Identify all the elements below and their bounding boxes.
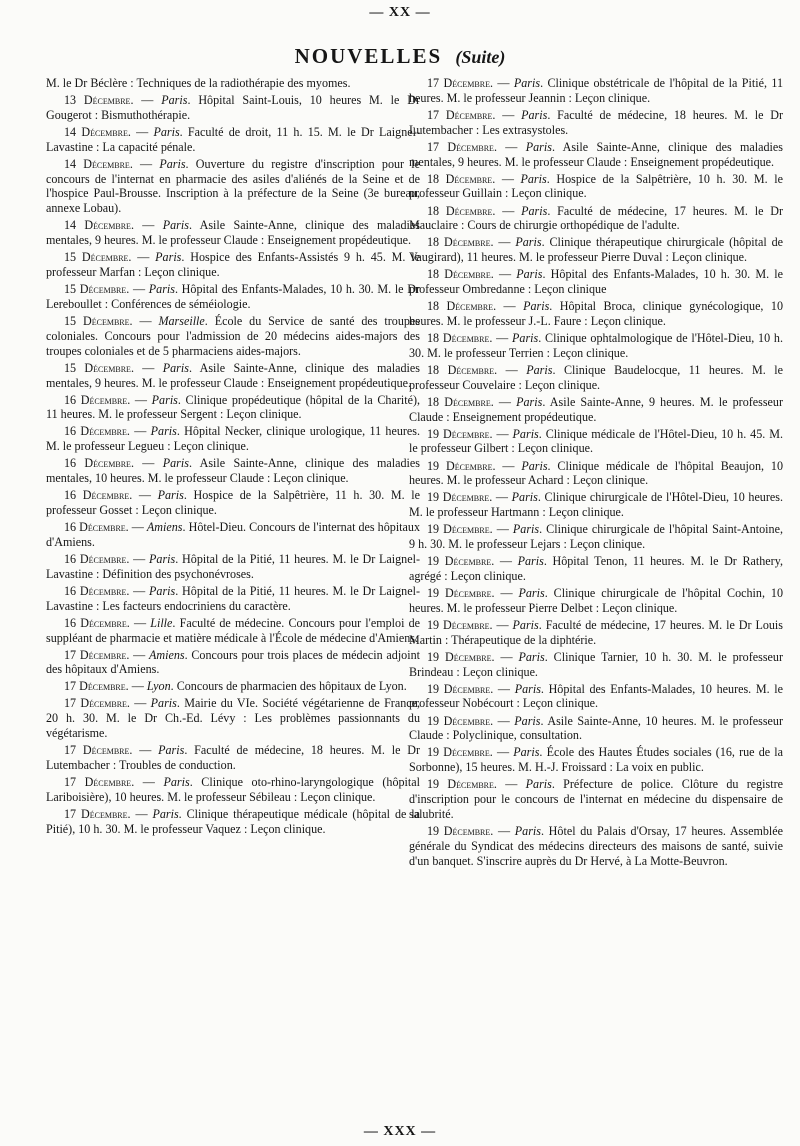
entry-text: . Clinique chirurgicale de l'Hôtel-Dieu, 10 heures. M. le professeur Hartmann : Leçon clinique. — [409, 490, 783, 520]
entry-place: Paris — [514, 681, 541, 696]
entry-date: 16 Décembre — [64, 583, 127, 598]
entry-date: 17 Décembre — [64, 647, 127, 662]
entry-date: 19 Décembre — [427, 777, 494, 792]
news-entry: 15 Décembre. — Paris. Asile Sainte-Anne, clinique des maladies mentales, 9 heures. M. le professeur Claude : Enseignement propédeutique. — [46, 360, 420, 390]
entry-date: 19 Décembre — [427, 490, 490, 505]
entry-text: . Clinique ophtalmologique de l'Hôtel-Dieu, 10 h. 30. M. le professeur Terrien : Leçon clinique. — [409, 331, 783, 360]
entry-date: 19 Décembre — [427, 649, 492, 664]
entry-date: 18 Décembre — [427, 235, 491, 250]
news-entry: 13 Décembre. — Paris. Hôpital Saint-Louis, 10 heures M. le Dr Gougerot : Bismuthothérapie. — [46, 93, 420, 122]
entry-place: Paris — [159, 156, 186, 171]
entry-text: . Faculté de médecine, 18 heures. M. le Dr Lutembacher : Troubles de conduction. — [46, 743, 420, 773]
news-entry: 18 Décembre. — Paris. Clinique Baudelocque, 11 heures. M. le professeur Couvelaire : Leçon clinique. — [409, 362, 783, 392]
entry-text: . Hôpital des Enfants-Malades, 10 heures. M. le professeur Nobécourt : Leçon clinique. — [409, 681, 784, 711]
left-column — [46, 76, 420, 839]
entry-date: 16 Décembre — [64, 488, 130, 503]
news-entry: 18 Décembre. — Paris. Hôpital des Enfants-Malades, 10 h. 30. M. le professeur Ombredanne : Leçon clinique — [409, 267, 783, 297]
news-entry: 17 Décembre. — Amiens. Concours pour trois places de médecin adjoint des hôpitaux d'Amiens. — [46, 647, 420, 677]
entry-text: . Hôtel-Dieu. Concours de l'internat des hôpitaux d'Amiens. — [46, 520, 420, 549]
entry-text: . École des Hautes Études sociales (16, rue de la Sorbonne), 15 heures. M. H.-J. Froissard : La voix en public. — [409, 745, 783, 775]
entry-date: 18 Décembre — [427, 171, 493, 186]
entry-date: 17 Décembre — [64, 806, 128, 821]
entry-date: 19 Décembre — [427, 458, 493, 473]
news-entry: 19 Décembre. — Paris. Clinique médicale de l'hôpital Beaujon, 10 heures. M. le professeur Achard : Leçon clinique. — [409, 458, 783, 488]
news-entry: 16 Décembre. — Paris. Hôpital de la Pitié, 11 heures. M. le Dr Laignel-Lavastine : Définition des psychonévroses. — [46, 551, 420, 581]
entry-text: . Clinique thérapeutique médicale (hôpital de la Pitié), 10 h. 30. M. le professeur Vaquez : Leçon clinique. — [46, 806, 420, 836]
entry-date: 19 Décembre — [427, 586, 492, 600]
entry-date: 18 Décembre — [427, 299, 494, 314]
entry-date: 17 Décembre — [64, 775, 132, 790]
news-entry: 17 Décembre. — Paris. Clinique obstétricale de l'hôpital de la Pitié, 11 heures. M. le professeur Jeannin : Leçon clinique. — [409, 76, 783, 105]
entry-place: Paris — [515, 235, 542, 250]
entry-text: . Asile Sainte-Anne, clinique des maladies mentales, 9 heures. M. le professeur Claude : Enseignement propédeutique. — [409, 139, 783, 169]
entry-place: Marseille — [158, 313, 205, 328]
news-entry: 15 Décembre. — Paris. Hôpital des Enfants-Malades, 10 h. 30. M. le Dr Lereboullet : Conférences de séméiologie. — [46, 282, 420, 311]
news-entry: 19 Décembre. — Paris. Hôtel du Palais d'Orsay, 17 heures. Assemblée générale du Syndicat des médecins directeurs des maisons de santé, suivie d'un banquet. S'inscrire auprès du Dr Hervé, à La Motte-Beuvron. — [409, 823, 783, 868]
entry-text: . Asile Sainte-Anne, 9 heures. M. le professeur Claude : Enseignement propédeutique. — [409, 394, 783, 424]
entry-place: Paris — [526, 362, 553, 377]
news-entry: 14 Décembre. — Paris. Ouverture du registre d'inscription pour le concours de l'internat en pharmacie des asiles d'aliénés de la Seine et de l'hospice Paul-Brousse. Inscription à la préfecture de la Seine (3e bureau, annexe Lobau). — [46, 156, 420, 216]
entry-place: Paris — [512, 426, 539, 441]
entry-place: Paris — [149, 551, 176, 566]
news-entry — [46, 76, 420, 91]
entry-text: . Faculté de droit, 11 h. 15. M. le Dr Laignel-Lavastine : La capacité pénale. — [46, 124, 420, 154]
section-title: NOUVELLES — [294, 44, 443, 68]
entry-text: . Hôpital Tenon, 11 heures. M. le Dr Rathery, agrégé : Leçon clinique. — [409, 554, 783, 583]
entry-date: 16 Décembre — [64, 392, 128, 407]
news-entry: 19 Décembre. — Paris. Clinique médicale de l'Hôtel-Dieu, 10 h. 45. M. le professeur Gilbert : Leçon clinique. — [409, 426, 783, 456]
entry-date: 19 Décembre — [427, 617, 490, 632]
entry-text: . Préfecture de police. Clôture du registre d'inscription pour le concours de l'internat en médecine du dispensaire de salubrité. — [409, 777, 783, 821]
entry-place: Paris — [162, 218, 189, 233]
entry-text: . Clinique Baudelocque, 11 heures. M. le professeur Couvelaire : Leçon clinique. — [409, 362, 783, 392]
entry-place: Paris — [511, 490, 538, 505]
entry-text: . Faculté de médecine, 17 heures. M. le Dr Louis Martin : Thérapeutique de la diphtérie. — [409, 617, 783, 647]
entry-text: . Clinique Tarnier, 10 h. 30. M. le professeur Brindeau : Leçon clinique. — [409, 649, 783, 679]
entry-place: Paris — [525, 777, 552, 792]
entry-text: . Hôpital Broca, clinique gynécologique, 10 heures. M. le professeur J.-L. Faure : Leçon clinique. — [409, 299, 783, 328]
entry-text: . Mairie du VIe. Société végétarienne de France, 20 h. 30. M. le Dr Ch.-Ed. Lévy : Les problèmes passionnants du végétarisme. — [46, 696, 420, 741]
entry-place: Paris — [525, 139, 552, 154]
entry-place: Paris — [512, 522, 540, 537]
entry-text: . Hôtel du Palais d'Orsay, 17 heures. Assemblée générale du Syndicat des médecins directeurs des maisons de santé, suivie d'un banquet. S'inscrire auprès du Dr Hervé, à La Motte-Beuvron. — [409, 823, 783, 868]
entry-text: . Clinique médicale de l'Hôtel-Dieu, 10 h. 45. M. le professeur Gilbert : Leçon clinique. — [409, 426, 783, 456]
entry-place: Amiens — [148, 647, 185, 662]
entry-place: Paris — [514, 713, 541, 728]
news-entry: 15 Décembre. — Marseille. École du Service de santé des troupes coloniales. Concours pour l'admission de 20 médecins aides-majors des troupes coloniales et de 5 pharmaciens aides-majors. — [46, 313, 420, 358]
entry-text: . Hospice des Enfants-Assistés 9 h. 45. M. le professeur Marfan : Leçon clinique. — [46, 250, 420, 280]
entry-date: 16 Décembre — [64, 520, 126, 535]
entry-text: . Asile Sainte-Anne, clinique des maladies mentales, 9 heures. M. le professeur Claude : Enseignement propédeutique. — [46, 360, 420, 390]
section-subtitle: (Suite) — [455, 47, 506, 67]
entry-text: . Asile Sainte-Anne, clinique des maladies mentales, 10 heures. M. le professeur Claude : Leçon clinique. — [46, 456, 420, 486]
entry-text: . Hôpital de la Pitié, 11 heures. M. le Dr Laignel-Lavastine : Les facteurs endocriniens du caractère. — [46, 583, 420, 613]
entry-date: 16 Décembre — [64, 424, 127, 439]
entry-date: 16 Décembre — [64, 615, 127, 630]
news-entry: 19 Décembre. — Paris. Clinique chirurgicale de l'hôpital Cochin, 10 heures. M. le professeur Pierre Delbet : Leçon clinique. — [409, 586, 783, 615]
entry-date: 19 Décembre — [427, 713, 491, 728]
entry-place: Lille — [150, 615, 173, 630]
news-entry: 14 Décembre. — Paris. Faculté de droit, 11 h. 15. M. le Dr Laignel-Lavastine : La capacité pénale. — [46, 124, 420, 154]
entry-text: . Clinique oto-rhino-laryngologique (hôpital Lariboisière), 10 heures. M. le professeur Sébileau : Leçon clinique. — [46, 775, 420, 804]
entry-place: Paris — [158, 743, 185, 758]
entry-text: . Clinique médicale de l'hôpital Beaujon, 10 heures. M. le professeur Achard : Leçon clinique. — [409, 458, 783, 488]
entry-place: Paris — [161, 93, 188, 108]
right-column — [409, 76, 783, 871]
entry-date: 16 Décembre — [64, 551, 127, 566]
news-entry: 16 Décembre. — Paris. Hôpital Necker, clinique urologique, 11 heures. M. le professeur Legueu : Leçon clinique. — [46, 424, 421, 454]
news-entry: 19 Décembre. — Paris. École des Hautes Études sociales (16, rue de la Sorbonne), 15 heures. M. H.-J. Froissard : La voix en public. — [409, 745, 783, 775]
entry-text: . Hôpital des Enfants-Malades, 10 h. 30. M. le Dr Lereboullet : Conférences de séméiologie. — [46, 282, 420, 311]
news-entry: 14 Décembre. — Paris. Asile Sainte-Anne, clinique des maladies mentales, 9 heures. M. le professeur Claude : Enseignement propédeutique. — [46, 218, 420, 248]
entry-place: Paris — [162, 360, 189, 375]
entry-text: . Faculté de médecine, 18 heures. M. le Dr Lutembacher : Les extrasystoles. — [409, 107, 783, 137]
entry-place: Paris — [163, 775, 190, 790]
entry-date: 13 Décembre — [64, 93, 131, 108]
entry-place: Paris — [150, 424, 177, 439]
entry-place: Paris — [153, 124, 180, 139]
entry-date: 17 Décembre — [64, 743, 130, 758]
news-entry: 19 Décembre. — Paris. Clinique chirurgicale de l'Hôtel-Dieu, 10 heures. M. le professeur Hartmann : Leçon clinique. — [409, 490, 783, 520]
entry-place: Paris — [517, 554, 544, 569]
entry-place: Amiens — [146, 520, 183, 535]
entry-date: 16 Décembre — [64, 456, 131, 471]
entry-text: . Asile Sainte-Anne, 10 heures. M. le professeur Claude : Polyclinique, consultation. — [409, 713, 784, 743]
entry-date: 17 Décembre — [427, 107, 493, 122]
entry-place: Paris — [155, 250, 182, 265]
entry-text: . Clinique thérapeutique chirurgicale (hôpital de Vaugirard), 11 heures. M. le professeur Pierre Duval : Leçon clinique. — [409, 235, 783, 265]
entry-date: 15 Décembre — [64, 250, 129, 265]
entry-place: Paris — [150, 696, 177, 711]
entry-date: 17 Décembre — [427, 139, 494, 154]
entry-place: Paris — [520, 171, 547, 186]
entry-text: . Clinique chirurgicale de l'hôpital Saint-Antoine, 9 h. 30. M. le professeur Lejars : Leçon clinique. — [409, 522, 783, 552]
entry-text: . Faculté de médecine, 17 heures. M. le Dr Mauclaire : Cours de chirurgie orthopédique de l'adulte. — [409, 203, 783, 233]
news-entry: 18 Décembre. — Paris. Clinique ophtalmologique de l'Hôtel-Dieu, 10 h. 30. M. le professeur Terrien : Leçon clinique. — [409, 331, 783, 360]
news-entry: 16 Décembre. — Paris. Clinique propédeutique (hôpital de la Charité), 11 heures. M. le professeur Sergent : Leçon clinique. — [46, 392, 421, 422]
page-number-bottom: — XXX — — [363, 1124, 437, 1139]
news-entry: 16 Décembre. — Paris. Asile Sainte-Anne, clinique des maladies mentales, 10 heures. M. le professeur Claude : Leçon clinique. — [46, 456, 420, 486]
entry-place: Paris — [149, 583, 176, 598]
news-entry: 19 Décembre. — Paris. Hôpital Tenon, 11 heures. M. le Dr Rathery, agrégé : Leçon clinique. — [409, 554, 783, 583]
news-entry: 16 Décembre. — Paris. Hôpital de la Pitié, 11 heures. M. le Dr Laignel-Lavastine : Les facteurs endocriniens du caractère. — [46, 583, 420, 613]
entry-date: 17 Décembre — [427, 76, 490, 90]
entry-place: Paris — [148, 282, 175, 297]
entry-text: . Clinique obstétricale de l'hôpital de la Pitié, 11 heures. M. le professeur Jeannin : Leçon clinique. — [409, 76, 783, 105]
entry-date: 18 Décembre — [427, 267, 491, 282]
news-entry: 17 Décembre. — Paris. Clinique oto-rhino-laryngologique (hôpital Lariboisière), 10 heures. M. le professeur Sébileau : Leçon clinique. — [46, 775, 420, 804]
entry-date: 18 Décembre — [427, 362, 495, 377]
entry-date: 15 Décembre — [64, 313, 130, 328]
entry-place: Paris — [518, 649, 545, 664]
entry-place: Paris — [521, 458, 548, 473]
entry-date: 19 Décembre — [427, 745, 490, 760]
entry-date: 15 Décembre — [64, 282, 127, 297]
entry-place: Paris — [513, 745, 540, 760]
entry-place: Paris — [516, 267, 543, 282]
entry-date: 14 Décembre — [64, 124, 128, 139]
news-entry: 18 Décembre. — Paris. Hospice de la Salpêtrière, 10 h. 30. M. le professeur Guillain : Leçon clinique. — [409, 171, 783, 201]
entry-text: . Asile Sainte-Anne, clinique des maladies mentales, 9 heures. M. le professeur Claude : Enseignement propédeutique. — [46, 218, 420, 248]
entry-date: 19 Décembre — [427, 681, 491, 696]
entry-date: 15 Décembre — [64, 360, 131, 375]
section-header — [0, 44, 800, 69]
news-entry: 17 Décembre. — Paris. Clinique thérapeutique médicale (hôpital de la Pitié), 10 h. 30. M. le professeur Vaquez : Leçon clinique. — [46, 806, 420, 836]
entry-text: . Clinique chirurgicale de l'hôpital Cochin, 10 heures. M. le professeur Pierre Delbet : Leçon clinique. — [409, 586, 783, 615]
entry-place: Lyon — [146, 679, 171, 694]
entry-date: 17 Décembre — [64, 696, 127, 711]
news-entry: 17 Décembre. — Paris. Faculté de médecine, 18 heures. M. le Dr Lutembacher : Les extrasystoles. — [409, 107, 783, 137]
news-entry: 18 Décembre. — Paris. Faculté de médecine, 17 heures. M. le Dr Mauclaire : Cours de chirurgie orthopédique de l'adulte. — [409, 203, 783, 233]
entry-date: 14 Décembre — [64, 218, 131, 233]
entry-date: 19 Décembre — [427, 426, 490, 441]
news-entry: 18 Décembre. — Paris. Clinique thérapeutique chirurgicale (hôpital de Vaugirard), 11 heures. M. le professeur Pierre Duval : Leçon clinique. — [409, 235, 783, 265]
entry-place: Paris — [512, 331, 539, 345]
news-entry: 15 Décembre. — Paris. Hospice des Enfants-Assistés 9 h. 45. M. le professeur Marfan : Leçon clinique. — [46, 250, 420, 280]
news-entry: 19 Décembre. — Paris. Clinique chirurgicale de l'hôpital Saint-Antoine, 9 h. 30. M. le professeur Lejars : Leçon clinique. — [409, 522, 783, 552]
entry-text: . École du Service de santé des troupes coloniales. Concours pour l'admission de 20 médecins aides-majors des troupes coloniales et de 5 pharmaciens aides-majors. — [46, 313, 420, 358]
news-entry: 17 Décembre. — Paris. Faculté de médecine, 18 heures. M. le Dr Lutembacher : Troubles de conduction. — [46, 743, 420, 773]
entry-place: Paris — [523, 299, 550, 314]
entry-date: 19 Décembre — [427, 823, 491, 838]
news-entry: 17 Décembre. — Paris. Asile Sainte-Anne, clinique des maladies mentales, 9 heures. M. le professeur Claude : Enseignement propédeutique. — [409, 139, 783, 169]
entry-place: Paris — [157, 488, 184, 503]
entry-text: . Clinique propédeutique (hôpital de la Charité), 11 heures. M. le professeur Sergent : Leçon clinique. — [46, 392, 421, 422]
entry-place: Paris — [162, 456, 189, 471]
entry-date: 14 Décembre — [64, 156, 130, 171]
entry-text: . Hôpital de la Pitié, 11 heures. M. le Dr Laignel-Lavastine : Définition des psychonévroses. — [46, 551, 420, 581]
entry-place: Paris — [152, 806, 179, 821]
news-entry: 19 Décembre. — Paris. Clinique Tarnier, 10 h. 30. M. le professeur Brindeau : Leçon clinique. — [409, 649, 783, 679]
news-entry: 19 Décembre. — Paris. Faculté de médecine, 17 heures. M. le Dr Louis Martin : Thérapeutique de la diphtérie. — [409, 617, 783, 647]
news-entry: 19 Décembre. — Paris. Asile Sainte-Anne, 10 heures. M. le professeur Claude : Polyclinique, consultation. — [409, 713, 784, 743]
news-entry: 18 Décembre. — Paris. Asile Sainte-Anne, 9 heures. M. le professeur Claude : Enseignement propédeutique. — [409, 394, 783, 424]
news-entry: 19 Décembre. — Paris. Hôpital des Enfants-Malades, 10 heures. M. le professeur Nobécourt : Leçon clinique. — [409, 681, 784, 711]
entry-text: . Hôpital des Enfants-Malades, 10 h. 30. M. le professeur Ombredanne : Leçon clinique — [409, 267, 783, 297]
news-entry: 18 Décembre. — Paris. Hôpital Broca, clinique gynécologique, 10 heures. M. le professeur J.-L. Faure : Leçon clinique. — [409, 299, 783, 328]
entry-place: Paris — [514, 823, 541, 838]
entry-date: 19 Décembre — [427, 554, 492, 569]
entry-place: Paris — [513, 76, 541, 90]
entry-place: Paris — [518, 586, 545, 600]
news-entry: 16 Décembre. — Amiens. Hôtel-Dieu. Concours de l'internat des hôpitaux d'Amiens. — [46, 520, 420, 549]
entry-text: . Ouverture du registre d'inscription pour le concours de l'internat en pharmacie des asiles d'aliénés de la Seine et de l'hospice Paul-Brousse. Inscription à la préfecture de la Seine (3e bureau, annexe Lobau). — [46, 156, 420, 216]
entry-date: 17 Décembre — [64, 679, 126, 694]
entry-date: 18 Décembre — [427, 203, 493, 218]
page-number-top: — XX — — [369, 5, 431, 20]
entry-text: . Hôpital Saint-Louis, 10 heures M. le Dr Gougerot : Bismuthothérapie. — [46, 93, 420, 122]
entry-text: . Hospice de la Salpêtrière, 10 h. 30. M. le professeur Guillain : Leçon clinique. — [409, 171, 783, 201]
entry-text: . Concours pour trois places de médecin adjoint des hôpitaux d'Amiens. — [46, 647, 420, 677]
entry-date: 18 Décembre — [427, 331, 490, 345]
entry-place: Paris — [521, 203, 548, 218]
entry-text: . Concours de pharmacien des hôpitaux de Lyon. — [170, 679, 407, 694]
entry-place: Paris — [521, 107, 548, 122]
news-entry: 16 Décembre. — Paris. Hospice de la Salpêtrière, 11 h. 30. M. le professeur Gosset : Leçon clinique. — [46, 488, 420, 518]
entry-text: . Hospice de la Salpêtrière, 11 h. 30. M. le professeur Gosset : Leçon clinique. — [46, 488, 420, 518]
entry-text: . Faculté de médecine. Concours pour l'emploi de suppléant de pharmacie et matière médicale à l'École de médecine d'Amiens. — [46, 615, 421, 645]
entry-text: M. le Dr Béclère : Techniques de la radiothérapie des myomes. — [46, 76, 351, 90]
news-entry: 17 Décembre. — Paris. Mairie du VIe. Société végétarienne de France, 20 h. 30. M. le Dr Ch.-Ed. Lévy : Les problèmes passionnants du végétarisme. — [46, 696, 420, 741]
entry-place: Paris — [516, 394, 543, 409]
entry-date: 18 Décembre — [427, 394, 491, 409]
news-entry: 16 Décembre. — Lille. Faculté de médecine. Concours pour l'emploi de suppléant de pharmacie et matière médicale à l'École de médecine d'Amiens. — [46, 615, 421, 645]
news-entry: 19 Décembre. — Paris. Préfecture de police. Clôture du registre d'inscription pour le concours de l'internat en médecine du dispensaire de salubrité. — [409, 777, 783, 821]
news-entry: 17 Décembre. — Lyon. Concours de pharmacien des hôpitaux de Lyon. — [64, 679, 407, 694]
entry-date: 19 Décembre — [427, 522, 490, 537]
entry-place: Paris — [151, 392, 178, 407]
entry-place: Paris — [512, 617, 539, 632]
entry-text: . Hôpital Necker, clinique urologique, 11 heures. M. le professeur Legueu : Leçon clinique. — [46, 424, 421, 454]
